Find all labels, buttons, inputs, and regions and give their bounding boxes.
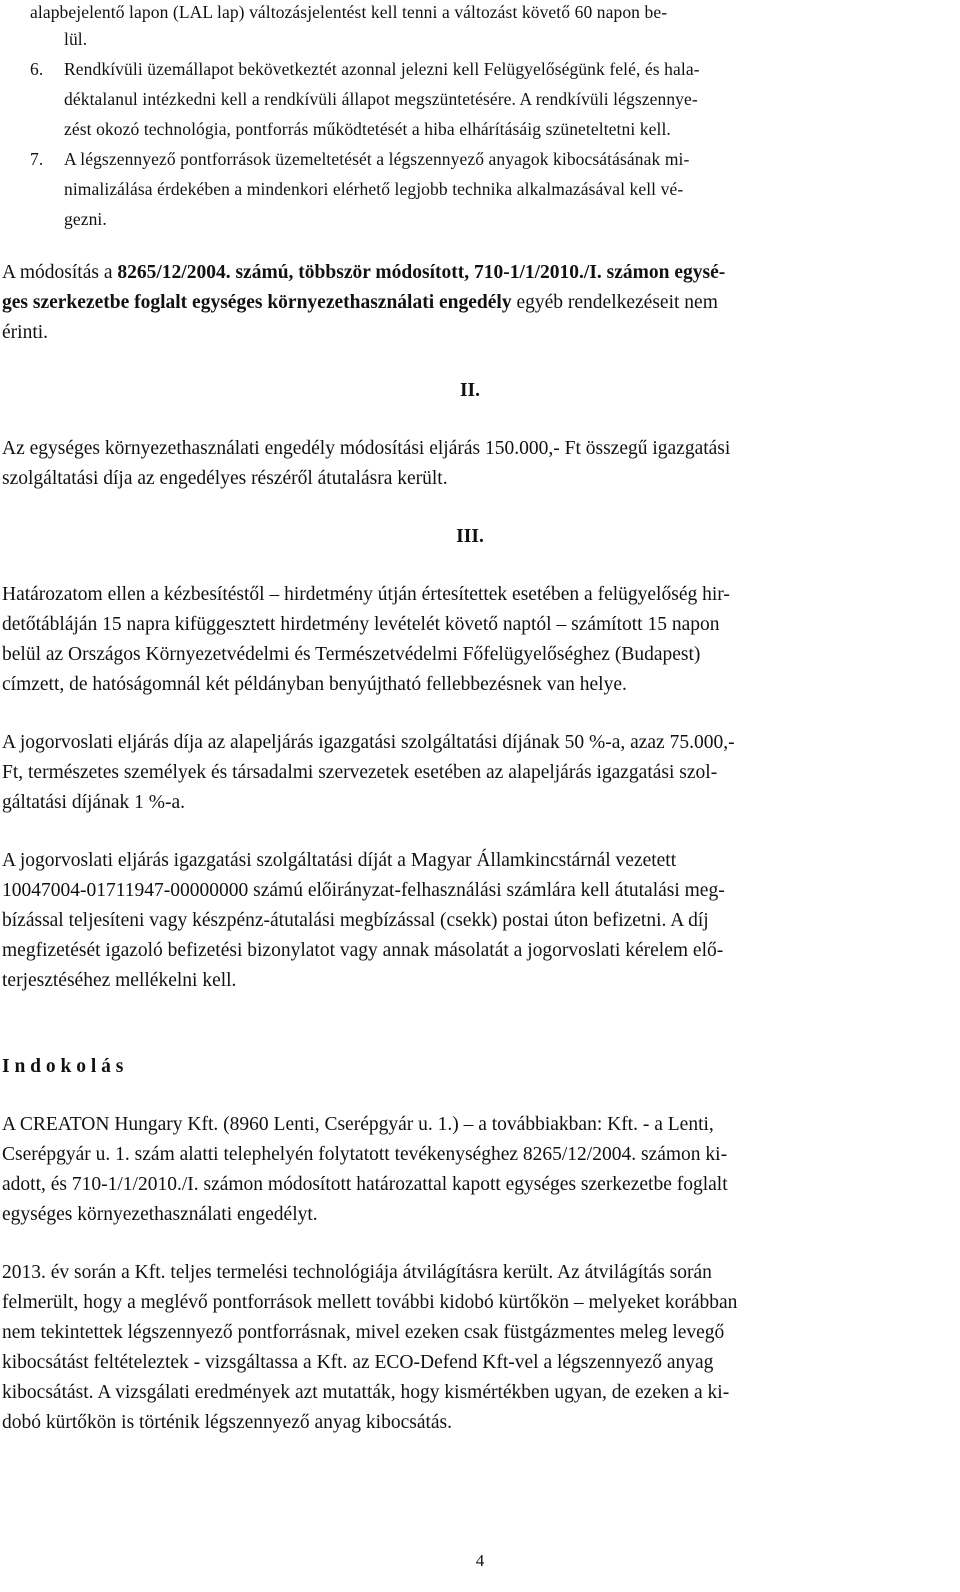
payment-line: A jogorvoslati eljárás igazgatási szolgáltatási díját a Magyar Államkincstárnál vezetett	[2, 850, 677, 871]
section-ii-line1: Az egységes környezethasználati engedély módosítási eljárás 150.000,- Ft összegű igazgatási	[2, 438, 731, 459]
item7-line2: nimalizálása érdekében a mindenkori elérhető legjobb technika alkalmazásával kell vé-	[64, 179, 684, 199]
justification-line: A CREATON Hungary Kft. (8960 Lenti, Cserépgyár u. 1.) – a továbbiakban: Kft. - a Lenti,	[2, 1114, 714, 1135]
justification-line: nem tekintettek légszennyező pontforrásnak, mivel ezeken csak füstgázmentes meleg levegő	[2, 1322, 725, 1343]
payment-line: terjesztéséhez mellékelni kell.	[2, 970, 237, 991]
item6-line3: zést okozó technológia, pontforrás működtetését a hiba elhárításáig szüneteltetni kell.	[64, 119, 671, 139]
fee-line: gáltatási díjának 1 %-a.	[2, 792, 186, 813]
item5-line2: lül.	[64, 29, 88, 49]
appeal-line: detőtábláján 15 napra kifüggesztett hirdetmény levételét követő naptól – számított 15 napon	[2, 614, 720, 635]
page-number: 4	[475, 1551, 485, 1570]
modification-line3: érinti.	[2, 322, 49, 343]
payment-line: bízással teljesíteni vagy készpénz-átutalási megbízással (csekk) postai úton befizetni. A díj	[2, 910, 709, 931]
justification-line: kibocsátást. A vizsgálati eredmények azt mutatták, hogy kismértékben ugyan, de ezeken a ki-	[2, 1382, 730, 1403]
item7-number: 7.	[30, 149, 44, 169]
item7-line1: A légszennyező pontforrások üzemeltetését a légszennyező anyagok kibocsátásának mi-	[64, 149, 690, 169]
payment-line: megfizetését igazoló befizetési bizonylatot vagy annak másolatát a jogorvoslati kérelem elő-	[2, 940, 724, 961]
justification-line: adott, és 710-1/1/2010./I. számon módosított határozattal kapott egységes szerkezetbe foglalt	[2, 1174, 728, 1195]
section-ii-line2: szolgáltatási díja az engedélyes részéről átutalásra került.	[2, 468, 448, 489]
item7-line3: gezni.	[64, 209, 107, 229]
section-iii-heading: III.	[456, 526, 484, 547]
section-ii-heading: II.	[459, 380, 481, 401]
modification-line2	[2, 288, 718, 318]
justification-line: egységes környezethasználati engedélyt.	[2, 1204, 318, 1225]
justification-heading: I n d o k o l á s	[2, 1056, 124, 1077]
appeal-line: belül az Országos Környezetvédelmi és Természetvédelmi Főfelügyelőséghez (Budapest)	[2, 644, 701, 665]
item5-line1: alapbejelentő lapon (LAL lap) változásjelentést kell tenni a változást követő 60 napon be-	[30, 2, 668, 22]
justification-line: dobó kürtőkön is történik légszennyező anyag kibocsátás.	[2, 1412, 453, 1433]
item6-line1: Rendkívüli üzemállapot bekövetkeztét azonnal jelezni kell Felügyelőségünk felé, és hala-	[64, 59, 700, 79]
modification-bold-ref: 8265/12/2004. számú, többször módosított, 710-1/1/2010./I. számon egysé-	[117, 262, 726, 283]
modification-bold-title: ges szerkezetbe foglalt egységes környezethasználati engedély	[2, 292, 512, 313]
justification-line: 2013. év során a Kft. teljes termelési technológiája átvilágításra került. Az átvilágítás során	[2, 1262, 712, 1283]
appeal-line: Határozatom ellen a kézbesítéstől – hirdetmény útján értesítettek esetében a felügyelőség hir-	[2, 584, 730, 605]
justification-line: felmerült, hogy a meglévő pontforrások mellett további kidobó kürtőkön – melyeket korábban	[2, 1292, 738, 1313]
item6-line2: déktalanul intézkedni kell a rendkívüli állapot megszüntetésére. A rendkívüli légszennye-	[64, 89, 698, 109]
modification-text: A módosítás a	[2, 262, 118, 283]
fee-line: A jogorvoslati eljárás díja az alapeljárás igazgatási szolgáltatási díjának 50 %-a, azaz 75.000,-	[2, 732, 735, 753]
modification-text-tail: egyéb rendelkezéseit nem	[511, 292, 718, 313]
item6-number: 6.	[30, 59, 44, 79]
fee-line: Ft, természetes személyek és társadalmi szervezetek esetében az alapeljárás igazgatási szol-	[2, 762, 718, 783]
payment-line: 10047004-01711947-00000000 számú előirányzat-felhasználási számlára kell átutalási meg-	[2, 880, 725, 901]
justification-line: Cserépgyár u. 1. szám alatti telephelyén folytatott tevékenységhez 8265/12/2004. számon ki-	[2, 1144, 728, 1165]
appeal-line: címzett, de hatóságomnál két példányban benyújtható fellebbezésnek van helye.	[2, 674, 627, 695]
justification-line: kibocsátást feltételeztek - vizsgáltassa a Kft. az ECO-Defend Kft-vel a légszennyező anyag	[2, 1352, 714, 1373]
modification-line1	[2, 258, 725, 288]
